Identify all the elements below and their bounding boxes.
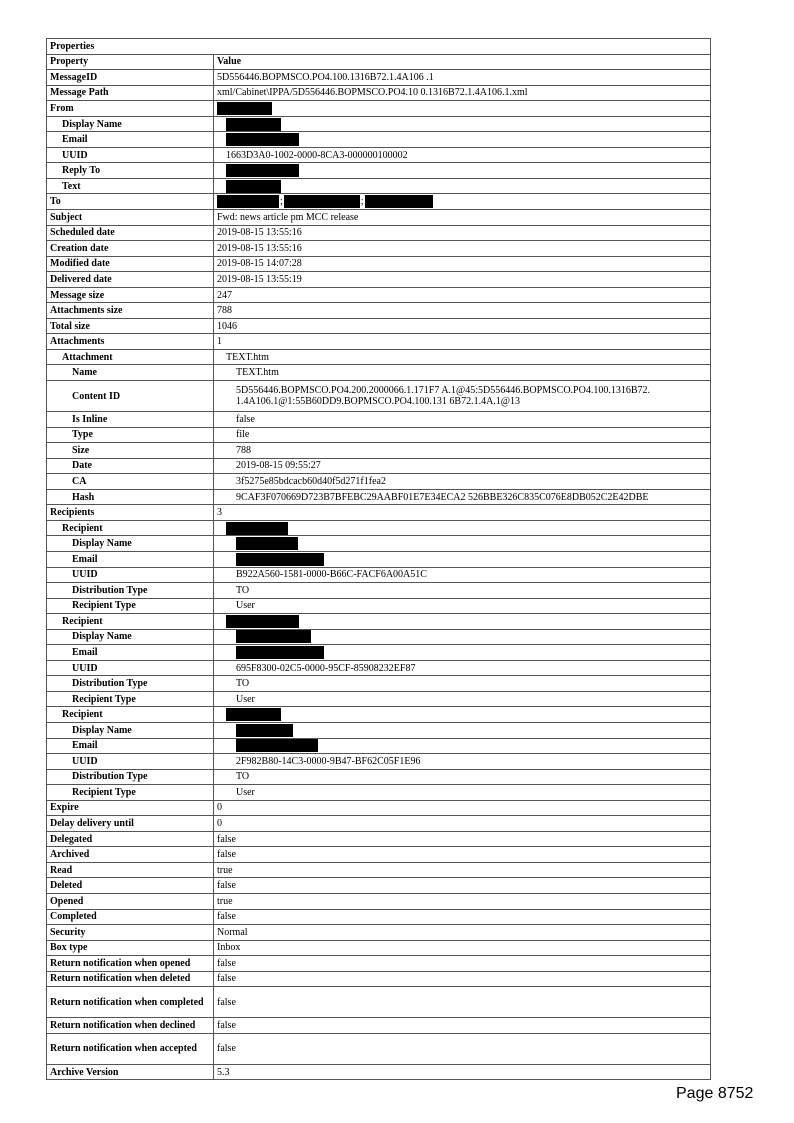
property-value <box>214 132 711 148</box>
redaction-block <box>226 118 281 131</box>
table-row <box>47 878 711 894</box>
value-separator: ; <box>360 196 364 208</box>
table-row <box>47 614 711 630</box>
table-row <box>47 505 711 521</box>
value-text: 2019-08-15 13:55:16 <box>217 227 302 239</box>
value-text: 247 <box>217 289 232 301</box>
table-row <box>47 1018 711 1034</box>
table-row <box>47 241 711 257</box>
table-row <box>47 210 711 226</box>
property-value <box>214 816 711 832</box>
value-text: 695F8300-02C5-0000-95CF-85908232EF87 <box>236 662 416 674</box>
property-name: UUID <box>47 754 214 770</box>
table-row <box>47 458 711 474</box>
property-value <box>214 85 711 101</box>
property-name: Distribution Type <box>47 769 214 785</box>
table-row <box>47 194 711 210</box>
table-row <box>47 536 711 552</box>
property-value <box>214 831 711 847</box>
table-row <box>47 147 711 163</box>
table-row <box>47 225 711 241</box>
redaction-block <box>236 739 318 752</box>
value-text: 5D556446.BOPMSCO.PO4.100.1316B72.1.4A106 .1 <box>217 71 434 83</box>
property-value <box>214 862 711 878</box>
value-text: 788 <box>236 444 251 456</box>
table-row <box>47 847 711 863</box>
property-value <box>214 287 711 303</box>
value-text: false <box>217 880 236 892</box>
property-name: Return notification when completed <box>47 987 214 1018</box>
property-value <box>214 645 711 661</box>
table-title-row <box>47 39 711 55</box>
value-text: 1663D3A0-1002-0000-8CA3-000000100002 <box>226 149 408 161</box>
properties-table <box>46 38 711 1080</box>
property-name: Display Name <box>47 722 214 738</box>
property-value <box>214 210 711 226</box>
value-text: 2F982B80-14C3-0000-9B47-BF62C05F1E96 <box>236 755 421 767</box>
property-value <box>214 1018 711 1034</box>
property-value <box>214 458 711 474</box>
redaction-block <box>226 522 288 535</box>
table-row <box>47 676 711 692</box>
property-value <box>214 893 711 909</box>
table-row <box>47 909 711 925</box>
property-name: To <box>47 194 214 210</box>
property-name: Return notification when deleted <box>47 971 214 987</box>
property-name: Recipient <box>47 520 214 536</box>
property-value <box>214 381 711 412</box>
property-name: Attachments <box>47 334 214 350</box>
property-name: Email <box>47 132 214 148</box>
property-value <box>214 536 711 552</box>
property-value <box>214 334 711 350</box>
property-name: Delivered date <box>47 272 214 288</box>
value-text: Fwd: news article pm MCC release <box>217 211 359 223</box>
value-text: 0 <box>217 802 222 814</box>
table-row <box>47 925 711 941</box>
property-name: CA <box>47 474 214 490</box>
property-name: Reply To <box>47 163 214 179</box>
property-name: Deleted <box>47 878 214 894</box>
value-text: TO <box>236 678 250 690</box>
property-value <box>214 769 711 785</box>
property-value <box>214 1064 711 1080</box>
property-value <box>214 614 711 630</box>
value-text: 2019-08-15 13:55:16 <box>217 242 302 254</box>
table-row <box>47 971 711 987</box>
value-text: 9CAF3F070669D723B7BFEBC29AABF01E7E34ECA2 526BBE326C835C076E8DB052C2E42DBE <box>236 491 649 503</box>
property-name: Email <box>47 551 214 567</box>
table-row <box>47 318 711 334</box>
value-text: 3f5275e85bdcacb60d40f5d271f1fea2 <box>236 475 386 487</box>
property-name: Archive Version <box>47 1064 214 1080</box>
property-name: Name <box>47 365 214 381</box>
property-value <box>214 676 711 692</box>
property-value <box>214 70 711 86</box>
redaction-block <box>236 646 324 659</box>
property-value <box>214 163 711 179</box>
value-text: TO <box>236 584 250 596</box>
column-header-property: Property <box>47 54 214 70</box>
property-name: Message size <box>47 287 214 303</box>
redaction-block <box>217 102 272 115</box>
value-text: TO <box>236 771 250 783</box>
value-text: 788 <box>217 305 232 317</box>
table-row <box>47 769 711 785</box>
table-row <box>47 785 711 801</box>
table-row <box>47 691 711 707</box>
property-value <box>214 691 711 707</box>
table-row <box>47 738 711 754</box>
value-text: 1046 <box>217 320 237 332</box>
property-name: Read <box>47 862 214 878</box>
property-value <box>214 256 711 272</box>
table-row <box>47 381 711 412</box>
property-value <box>214 956 711 972</box>
property-value <box>214 925 711 941</box>
table-row <box>47 831 711 847</box>
redaction-block <box>284 195 360 208</box>
property-value <box>214 101 711 117</box>
value-text: false <box>217 957 236 969</box>
property-name: Recipient Type <box>47 785 214 801</box>
property-value <box>214 583 711 599</box>
property-value <box>214 987 711 1018</box>
property-value <box>214 194 711 210</box>
table-row <box>47 956 711 972</box>
property-value <box>214 241 711 257</box>
property-name: Opened <box>47 893 214 909</box>
value-text: xml/Cabinet\IPPA/5D556446.BOPMSCO.PO4.10 0.1316B72.1.4A106.1.xml <box>217 87 528 99</box>
table-row <box>47 70 711 86</box>
table-row <box>47 754 711 770</box>
table-row <box>47 551 711 567</box>
property-name: Hash <box>47 489 214 505</box>
property-name: UUID <box>47 567 214 583</box>
value-text: B922A560-1581-0000-B66C-FACF6A00A51C <box>236 569 427 581</box>
value-text: true <box>217 864 233 876</box>
property-value <box>214 116 711 132</box>
property-name: MessageID <box>47 70 214 86</box>
property-name: Content ID <box>47 381 214 412</box>
table-row <box>47 427 711 443</box>
table-row <box>47 85 711 101</box>
value-text: false <box>217 1043 236 1055</box>
value-text: Normal <box>217 926 248 938</box>
table-row <box>47 334 711 350</box>
property-name: Return notification when opened <box>47 956 214 972</box>
value-text: 2019-08-15 09:55:27 <box>236 460 321 472</box>
redaction-block <box>236 630 311 643</box>
value-text: false <box>217 849 236 861</box>
property-value <box>214 365 711 381</box>
property-value <box>214 489 711 505</box>
property-value <box>214 505 711 521</box>
property-value <box>214 427 711 443</box>
property-name: Total size <box>47 318 214 334</box>
property-name: Box type <box>47 940 214 956</box>
property-value <box>214 1033 711 1064</box>
property-value <box>214 318 711 334</box>
property-name: Recipients <box>47 505 214 521</box>
property-name: Recipient Type <box>47 691 214 707</box>
table-row <box>47 987 711 1018</box>
value-text: 3 <box>217 507 222 519</box>
property-value <box>214 722 711 738</box>
table-row <box>47 567 711 583</box>
property-value <box>214 349 711 365</box>
value-text: Inbox <box>217 942 241 954</box>
table-header-row <box>47 54 711 70</box>
property-name: Expire <box>47 800 214 816</box>
value-text: false <box>236 413 255 425</box>
table-row <box>47 303 711 319</box>
property-name: From <box>47 101 214 117</box>
property-value <box>214 147 711 163</box>
property-name: Is Inline <box>47 412 214 428</box>
value-text: User <box>236 693 255 705</box>
value-text: false <box>217 833 236 845</box>
table-row <box>47 645 711 661</box>
property-value <box>214 754 711 770</box>
property-name: Recipient Type <box>47 598 214 614</box>
property-name: Delay delivery until <box>47 816 214 832</box>
property-value <box>214 551 711 567</box>
value-text: 2019-08-15 14:07:28 <box>217 258 302 270</box>
property-name: UUID <box>47 147 214 163</box>
property-name: Distribution Type <box>47 676 214 692</box>
table-row <box>47 629 711 645</box>
value-text: User <box>236 600 255 612</box>
value-text: 1 <box>217 336 222 348</box>
property-value <box>214 847 711 863</box>
table-row <box>47 365 711 381</box>
property-name: Type <box>47 427 214 443</box>
property-name: Return notification when accepted <box>47 1033 214 1064</box>
value-text: false <box>217 1020 236 1032</box>
value-text: 5.3 <box>217 1066 230 1078</box>
table-row <box>47 660 711 676</box>
property-value <box>214 940 711 956</box>
redaction-block <box>226 708 281 721</box>
value-separator: ; <box>280 196 283 208</box>
property-name: Email <box>47 738 214 754</box>
table-row <box>47 474 711 490</box>
value-text: true <box>217 895 233 907</box>
table-row <box>47 722 711 738</box>
property-value <box>214 178 711 194</box>
redaction-block <box>236 537 298 550</box>
property-value <box>214 443 711 459</box>
table-row <box>47 893 711 909</box>
property-value <box>214 909 711 925</box>
property-value <box>214 225 711 241</box>
table-row <box>47 489 711 505</box>
table-row <box>47 598 711 614</box>
table-title: Properties <box>47 39 711 55</box>
property-name: Scheduled date <box>47 225 214 241</box>
property-name: Modified date <box>47 256 214 272</box>
table-row <box>47 412 711 428</box>
redaction-block <box>226 133 299 146</box>
property-value <box>214 412 711 428</box>
property-name: Archived <box>47 847 214 863</box>
property-name: Return notification when declined <box>47 1018 214 1034</box>
table-row <box>47 520 711 536</box>
property-value <box>214 629 711 645</box>
property-name: Distribution Type <box>47 583 214 599</box>
redaction-block <box>365 195 433 208</box>
table-row <box>47 116 711 132</box>
table-row <box>47 256 711 272</box>
table-row <box>47 163 711 179</box>
value-text: TEXT.htm <box>226 351 269 363</box>
table-row <box>47 940 711 956</box>
property-name: Completed <box>47 909 214 925</box>
property-name: Email <box>47 645 214 661</box>
value-text: TEXT.htm <box>236 367 279 379</box>
property-value <box>214 738 711 754</box>
table-row <box>47 101 711 117</box>
property-name: Display Name <box>47 629 214 645</box>
property-value <box>214 598 711 614</box>
property-name: Recipient <box>47 614 214 630</box>
table-row <box>47 178 711 194</box>
table-row <box>47 272 711 288</box>
table-row <box>47 1064 711 1080</box>
property-value <box>214 303 711 319</box>
property-name: Attachments size <box>47 303 214 319</box>
table-row <box>47 287 711 303</box>
property-value <box>214 660 711 676</box>
property-name: Recipient <box>47 707 214 723</box>
table-row <box>47 800 711 816</box>
redaction-block <box>236 724 293 737</box>
value-text: false <box>217 996 236 1008</box>
property-value <box>214 971 711 987</box>
property-value <box>214 878 711 894</box>
property-name: UUID <box>47 660 214 676</box>
property-name: Attachment <box>47 349 214 365</box>
property-value <box>214 785 711 801</box>
table-row <box>47 443 711 459</box>
property-value <box>214 474 711 490</box>
table-row <box>47 862 711 878</box>
table-row <box>47 132 711 148</box>
property-value <box>214 800 711 816</box>
redaction-block <box>217 195 279 208</box>
value-text: 0 <box>217 818 222 830</box>
table-row <box>47 583 711 599</box>
property-name: Date <box>47 458 214 474</box>
table-row <box>47 349 711 365</box>
property-value <box>214 567 711 583</box>
value-text: 5D556446.BOPMSCO.PO4.200.2000066.1.171F7 A.1@45:5D556446.BOPMSCO.PO4.100.1316B72. 1.4A106.1@1:55B60DD9.BOPMSCO.PO4.100.131 6B72.1.4A.1@13 <box>236 385 650 408</box>
redaction-block <box>236 553 324 566</box>
property-value <box>214 272 711 288</box>
property-name: Size <box>47 443 214 459</box>
redaction-block <box>226 164 299 177</box>
table-row <box>47 1033 711 1064</box>
property-name: Security <box>47 925 214 941</box>
value-text: 2019-08-15 13:55:19 <box>217 273 302 285</box>
value-text: false <box>217 911 236 923</box>
property-name: Delegated <box>47 831 214 847</box>
value-text: file <box>236 429 250 441</box>
property-value <box>214 520 711 536</box>
value-text: User <box>236 786 255 798</box>
table-row <box>47 816 711 832</box>
table-row <box>47 707 711 723</box>
property-value <box>214 707 711 723</box>
redaction-block <box>226 180 281 193</box>
property-name: Subject <box>47 210 214 226</box>
column-header-value: Value <box>214 54 711 70</box>
property-name: Display Name <box>47 536 214 552</box>
value-text: false <box>217 973 236 985</box>
page-number: Page 8752 <box>676 1085 754 1102</box>
property-name: Text <box>47 178 214 194</box>
property-name: Display Name <box>47 116 214 132</box>
property-name: Creation date <box>47 241 214 257</box>
redaction-block <box>226 615 299 628</box>
property-name: Message Path <box>47 85 214 101</box>
